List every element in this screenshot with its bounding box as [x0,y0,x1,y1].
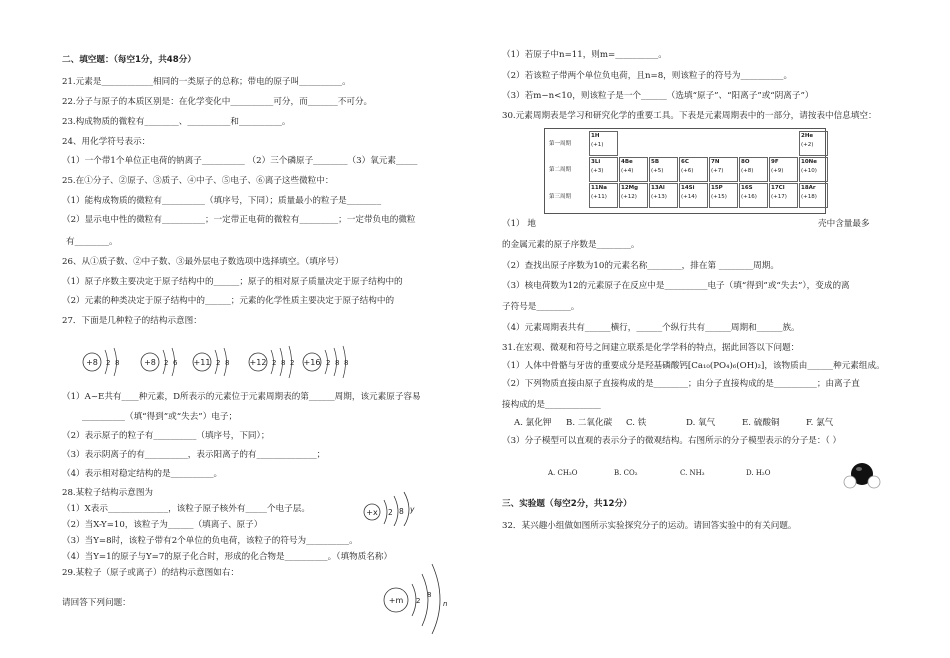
periodic-table-excerpt [544,128,826,214]
element-cell [739,183,768,208]
question-29-prompt: 请回答下列问题： [62,598,131,608]
period-label-2: 第二周期 [549,167,572,173]
q31-option-d: D. 氧气 [686,418,716,428]
question-25-part-1: （1）能构成物质的微粒有__________（填序号，下同）；质量最小的粒子是________ [62,196,382,206]
question-27-part-3: （3）表示阴离子的有__________，表示阳离子的有______________； [62,450,326,460]
nucleus-charge: +8 [86,358,98,367]
question-24: 24、用化学符号表示： [62,137,151,147]
question-25: 25.在①分子、②原子、③质子、④中子、⑤电子、⑥离子这些微粒中： [62,176,334,186]
q31-option-c: C. 铁 [626,418,647,428]
element-symbol: 13Al [651,185,665,191]
element-nucleus: (+17) [771,194,787,200]
shell-electron-count: 6 [173,359,178,367]
q29-structure-diagram [380,560,456,636]
q28-shell-1: 2 [388,508,393,517]
shell-electron-count: 2 [290,359,295,367]
question-27-part-1: （1）A~E共有____种元素，D所表示的元素位于元素周期表的第______周期，该元素原子容易 [62,392,421,402]
period-label-1: 第一周期 [549,141,572,147]
q31-option-f: F. 氯气 [806,418,834,428]
element-symbol: 8O [741,159,750,165]
question-31-part-2-cont: 接构成的是_____________ [502,400,601,410]
section-2-heading: 二、填空题：（每空1分，共48分） [62,55,196,65]
element-cell [769,183,798,208]
question-30-part-3: （3）核电荷数为12的元素原子在反应中是__________电子（填“得到”或“失去”），变成的离 [502,281,850,291]
question-26-part-2: （2）元素的种类决定于原子结构中的______；元素的化学性质主要决定于原子结构中的 [62,296,395,306]
question-26: 26、从①质子数、②中子数、③最外层电子数选项中选择填空。（填序号） [62,257,344,267]
element-symbol: 4Be [621,159,633,165]
element-nucleus: (+9) [771,168,784,174]
element-cell [649,157,678,182]
question-27-part-1-cont: __________（填“得到”或“失去”）电子； [82,412,238,422]
question-23: 23.构成物质的微粒有________、__________和__________。 [62,117,291,127]
element-nucleus: (+6) [681,168,694,174]
question-32: 32．某兴趣小组做如图所示实验探究分子的运动。请回答实验中的有关问题。 [502,521,797,531]
q31c-option-c: C. NH₃ [680,469,705,477]
q28-shell-3: y [410,505,415,514]
shell-electron-count: 2 [272,359,277,367]
element-cell [739,157,768,182]
element-symbol: 14Si [681,185,695,191]
element-cell [799,157,828,182]
nucleus-charge: +11 [193,358,211,367]
atom-diagram [249,346,294,378]
element-symbol: 17Cl [771,185,785,191]
element-nucleus: (+4) [621,168,634,174]
shell-electron-count: 2 [326,359,331,367]
question-28-part-1: （1）X表示______________，该粒子原子核外有_____个电子层。 [62,504,310,514]
element-cell [799,131,828,156]
atom-diagram [193,348,229,376]
atom-diagram [141,348,178,376]
question-30-part-1-left: （1） 地 [502,219,536,229]
q29-shell-inner: 2 [416,597,421,605]
element-nucleus: (+14) [681,194,697,200]
element-nucleus: (+3) [591,168,604,174]
q28-nucleus: +x [366,508,378,517]
shell-electron-count: 8 [281,359,286,367]
shell-electron-count: 2 [106,359,111,367]
question-28-part-2: （2）当X-Y=10，该粒子为______（填离子、原子） [62,520,263,530]
element-nucleus: (+16) [741,194,757,200]
element-symbol: 2He [801,133,814,139]
q31c-option-b: B. CO₂ [614,469,638,477]
q28-shell-2: 8 [399,507,404,516]
element-nucleus: (+2) [801,142,814,148]
question-21: 21.元素是____________相同的一类原子的总称；带电的原子叫__________。 [62,77,351,87]
question-30: 30.元素周期表是学习和研究化学的重要工具。下表是元素周期表中的一部分，请按表中信息填空： [502,111,877,121]
element-symbol: 12Mg [621,185,639,191]
question-30-part-1-right: 壳中含量最多 [818,219,870,229]
element-symbol: 3Li [591,159,601,165]
q29-nucleus: +m [388,596,404,605]
element-symbol: 11Na [591,185,607,191]
element-nucleus: (+11) [591,194,607,200]
element-cell [589,157,618,182]
q29-shell-mid: 8 [427,591,432,599]
period-label-3: 第三周期 [549,194,572,200]
molecule-model-image [842,456,882,490]
element-cell [709,157,738,182]
nucleus-charge: +16 [303,358,321,367]
shell-electron-count: 8 [344,359,349,367]
element-cell [589,131,618,156]
q31-option-e: E. 硫酸铜 [742,418,780,428]
element-cell [799,183,828,208]
question-27: 27．下面是几种粒子的结构示意图： [62,316,202,326]
question-26-part-1: （1）原子序数主要决定于原子结构中的______；原子的相对原子质量决定于原子结构中的 [62,277,403,287]
element-symbol: 6C [681,159,689,165]
question-27-part-2: （2）表示原子的粒子有__________（填序号，下同）； [62,431,270,441]
question-29-part-2: （2）若该粒子带两个单位负电荷，且n=8，则该粒子的符号为__________。 [502,71,793,81]
question-27-part-4: （4）表示相对稳定结构的是__________。 [62,469,223,479]
element-nucleus: (+15) [711,194,727,200]
question-31-part-1: （1）人体中骨骼与牙齿的重要成分是羟基磷酸钙[Ca₁₀(PO₄)₆(OH)₂]，该物质由______种元素组成。 [502,361,885,371]
question-29: 29.某粒子（原子或离子）的结构示意图如右： [62,568,239,578]
nucleus-charge: +8 [144,358,156,367]
question-30-part-1-cont: 的金属元素的原子序数是________。 [502,240,640,250]
shell-electron-count: 8 [115,359,120,367]
question-29-part-3: （3）若m−n<10，则该粒子是一个______（选填“原子”、“阳离子”或“阴离子”） [502,91,814,101]
element-nucleus: (+5) [651,168,664,174]
element-nucleus: (+18) [801,194,817,200]
element-cell [589,183,618,208]
element-symbol: 7N [711,159,720,165]
question-28-part-4: （4）当Y=1的原子与Y=7的原子化合时，形成的化合物是__________。（填物质名称） [62,552,393,562]
question-28-part-3: （3）当Y=8时，该粒子带有2个单位的负电荷，该粒子的符号为__________。 [62,536,358,546]
element-symbol: 9F [771,159,779,165]
shell-electron-count: 8 [335,359,340,367]
element-symbol: 16S [741,185,753,191]
shell-electron-count: 8 [225,359,230,367]
element-cell [679,157,708,182]
element-cell [709,183,738,208]
nucleus-charge: +12 [249,358,267,367]
element-symbol: 15P [711,185,723,191]
question-24-parts: （1）一个带1个单位正电荷的钠离子__________ （2）三个磷原子________（3）氧元素_____ [62,156,418,166]
question-29-part-1: （1）若原子中n=11，则m=__________。 [502,50,667,60]
question-30-part-4: （4）元素周期表共有______横行，______个纵行共有______周期和______族。 [502,323,800,333]
q31-option-b: B. 二氧化碳 [566,418,613,428]
atom-diagram [83,348,119,376]
element-nucleus: (+12) [621,194,637,200]
shell-electron-count: 2 [164,359,169,367]
element-cell [619,183,648,208]
element-nucleus: (+10) [801,168,817,174]
q31-option-a: A. 氯化钾 [514,418,552,428]
section-3-heading: 三、实验题（每空2分，共12分） [502,499,632,509]
question-25-part-2-cont: 有________。 [66,237,118,247]
element-symbol: 5B [651,159,660,165]
element-symbol: 18Ar [801,185,816,191]
question-31-part-2: （2）下列物质直接由原子直接构成的是________；由分子直接构成的是__________；由离子直 [502,379,860,389]
element-nucleus: (+13) [651,194,667,200]
question-31: 31.在宏观、微观和符号之间建立联系是化学学科的特点，据此回答以下问题： [502,343,800,353]
question-30-part-2: （2）查找出原子序数为10的元素名称________，排在第 ________周期。 [502,261,779,271]
element-cell [769,157,798,182]
element-cell [619,157,648,182]
q31c-option-d: D. H₂O [746,469,771,477]
q31c-option-a: A. CH₂O [548,469,578,477]
atom-diagram [303,346,348,378]
question-22: 22.分子与原子的本质区别是：在化学变化中__________可分，而_______不可分。 [62,97,373,107]
question-31-part-3: （3）分子模型可以直观的表示分子的微观结构。右图所示的分子模型表示的分子是：（ ） [502,436,842,446]
q29-shell-outer: n [443,600,448,608]
element-nucleus: (+7) [711,168,724,174]
question-30-part-3-cont: 子符号是________。 [502,302,580,312]
element-cell [679,183,708,208]
element-nucleus: (+1) [591,142,604,148]
question-28: 28.某粒子结构示意图为 [62,488,154,498]
element-nucleus: (+8) [741,168,754,174]
element-cell [649,183,678,208]
element-symbol: 1H [591,133,600,139]
element-symbol: 10Ne [801,159,817,165]
question-25-part-2: （2）显示电中性的微粒有__________；一定带正电荷的微粒有_________；一定带负电的微粒 [62,215,416,225]
shell-electron-count: 2 [216,359,221,367]
q28-structure-diagram [362,490,422,526]
q27-atom-diagrams [80,340,360,388]
